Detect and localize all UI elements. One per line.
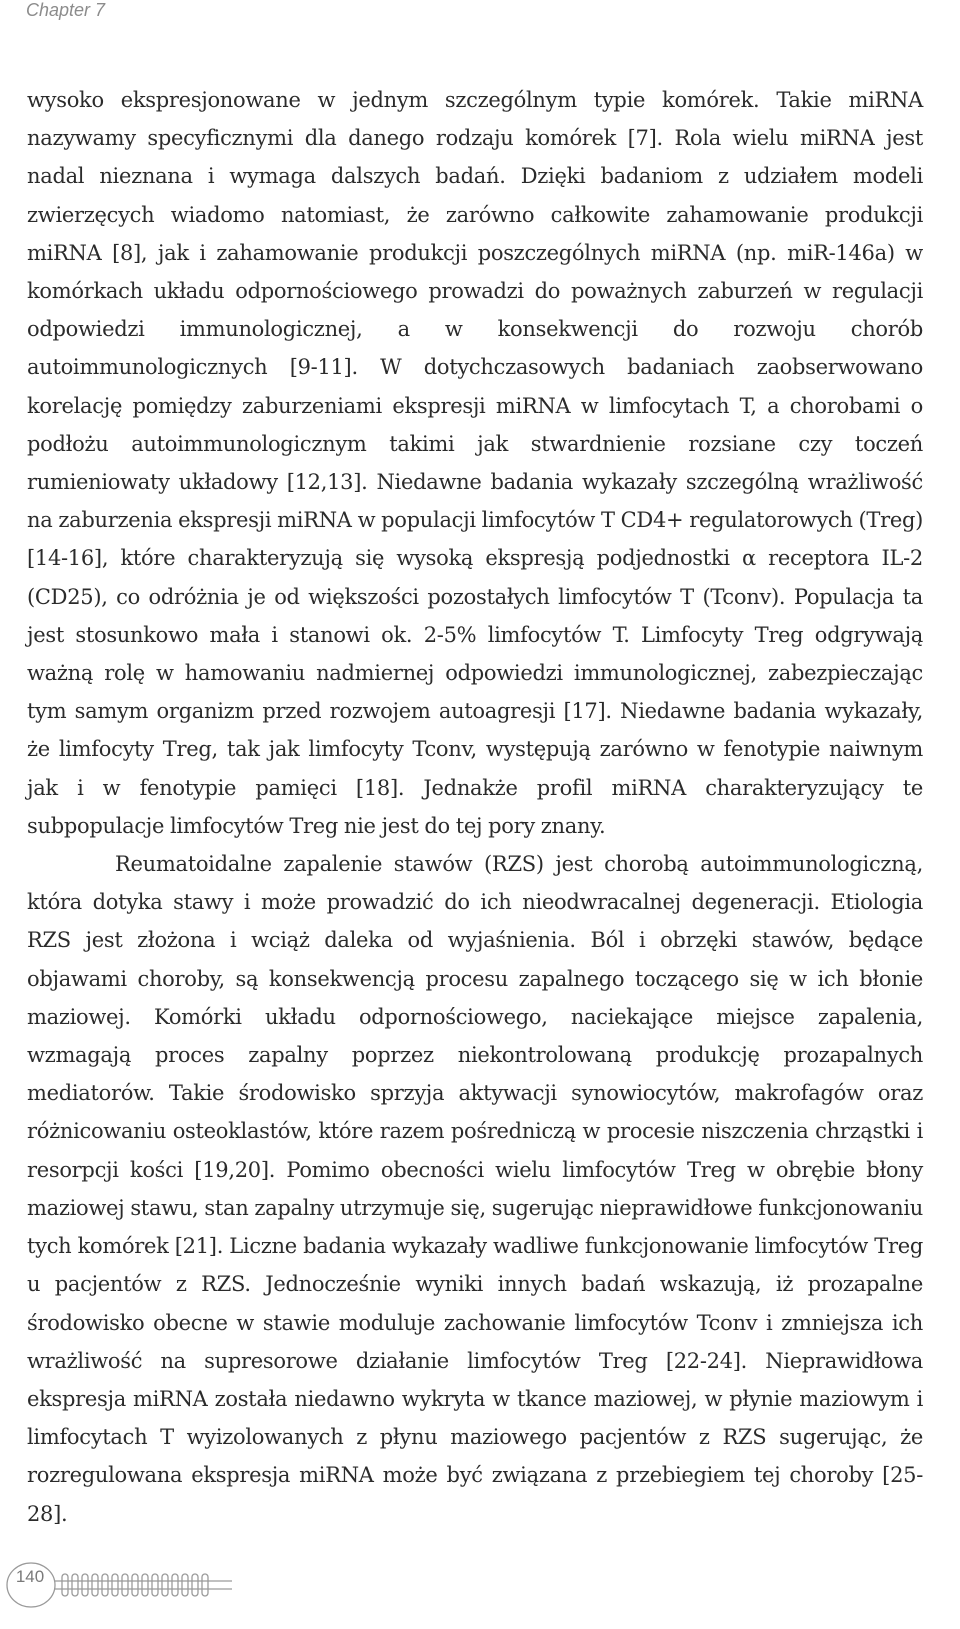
- running-header-chapter: Chapter 7: [26, 0, 106, 20]
- paragraph-mirna-treg: wysoko ekspresjonowane w jednym szczególnym typie komórek. Takie miRNA nazywamy specyficznymi dla danego rodzaju komórek [7]. Rola wielu miRNA jest nadal nieznana i wymaga dalszych badań. Dzięki badaniom z udziałem modeli zwierzęcych wiadomo natomiast, że zarówno całkowite zahamowanie produkcji miRNA [8], jak i zahamowanie produkcji poszczególnych miRNA (np. miR-146a) w komórkach układu odpornościowego prowadzi do poważnych zaburzeń w regulacji odpowiedzi immunologicznej, a w konsekwencji do rozwoju chorób autoimmunologicznych [9-11]. W dotychczasowych badaniach zaobserwowano korelację pomiędzy zaburzeniami ekspresji miRNA w limfocytach T, a chorobami o podłożu autoimmunologicznym takimi jak stwardnienie rozsiane czy toczeń rumieniowaty układowy [12,13]. Niedawne badania wykazały szczególną wrażliwość na zaburzenia ekspresji miRNA w populacji limfocytów T CD4+ regulatorowych (Treg) [14-16], które charakteryzują się wysoką ekspresją podjednostki α receptora IL-2 (CD25), co odróżnia je od większości pozostałych limfocytów T (Tconv). Populacja ta jest stosunkowo mała i stanowi ok. 2-5% limfocytów T. Limfocyty Treg odgrywają ważną rolę w hamowaniu nadmiernej odpowiedzi immunologicznej, zabezpieczając tym samym organizm przed rozwojem autoagresji [17]. Niedawne badania wykazały, że limfocyty Treg, tak jak limfocyty Tconv, występują zarówno w fenotypie naiwnym jak i w fenotypie pamięci [18]. Jednakże profil miRNA charakteryzujący te subpopulacje limfocytów Treg nie jest do tej pory znany.: [27, 88, 923, 838]
- document-body: [27, 81, 923, 1533]
- paragraph-rzs: Reumatoidalne zapalenie stawów (RZS) jest chorobą autoimmunologiczną, która dotyka stawy i może prowadzić do ich nieodwracalnej degeneracji. Etiologia RZS jest złożona i wciąż daleka od wyjaśnienia. Ból i obrzęki stawów, będące objawami choroby, są konsekwencją procesu zapalnego toczącego się w ich błonie maziowej. Komórki układu odpornościowego, naciekające miejsce zapalenia, wzmagają proces zapalny poprzez niekontrolowaną produkcję prozapalnych mediatorów. Takie środowisko sprzyja aktywacji synowiocytów, makrofagów oraz różnicowaniu osteoklastów, które razem pośredniczą w procesie niszczenia chrząstki i resorpcji kości [19,20]. Pomimo obecności wielu limfocytów Treg w obrębie błony maziowej stawu, stan zapalny utrzymuje się, sugerując nieprawidłowe funkcjonowaniu tych komórek [21]. Liczne badania wykazały wadliwe funkcjonowanie limfocytów Treg u pacjentów z RZS. Jednocześnie wyniki innych badań wskazują, iż prozapalne środowisko obecne w stawie moduluje zachowanie limfocytów Tconv i zmniejsza ich wrażliwość na supresorowe działanie limfocytów Treg [22-24]. Nieprawidłowa ekspresja miRNA została niedawno wykryta w tkance maziowej, w płynie maziowym i limfocytach T wyizolowanych z płynu maziowego pacjentów z RZS sugerując, że rozregulowana ekspresja miRNA może być związana z przebiegiem tej choroby [25-28].: [27, 852, 923, 1526]
- page-number: 140: [15, 1567, 45, 1586]
